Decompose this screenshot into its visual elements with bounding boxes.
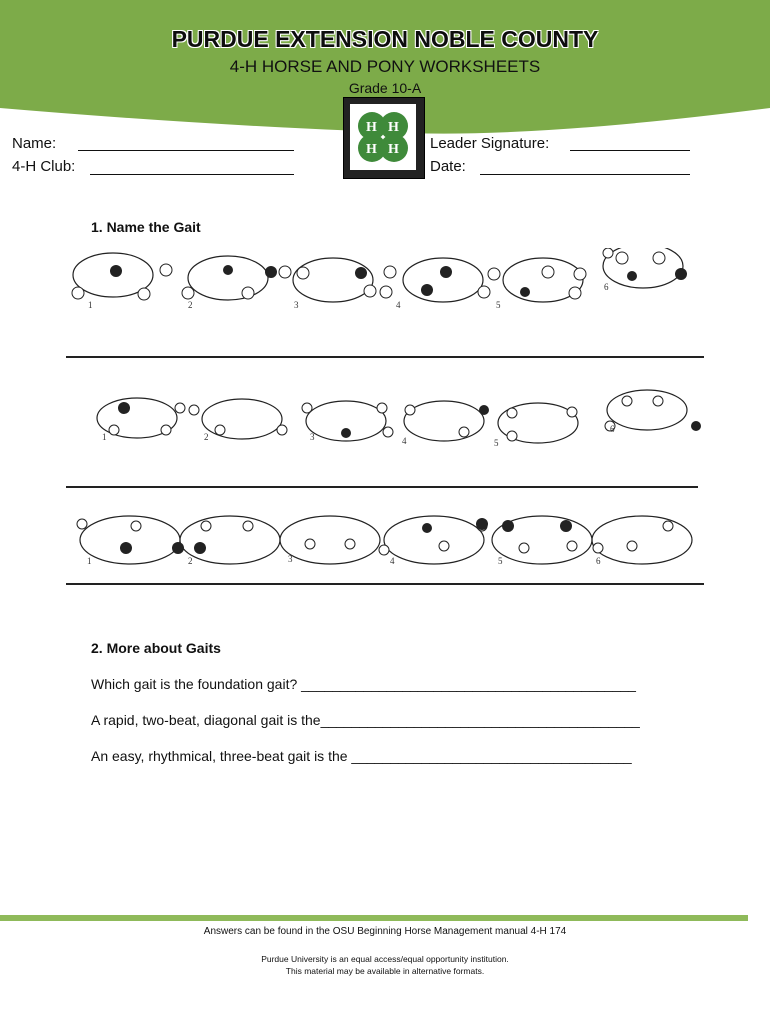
question-foundation-gait[interactable]: Which gait is the foundation gait? ___________________________________________ — [91, 676, 636, 692]
svg-text:2: 2 — [204, 432, 209, 442]
answer-line-row-1[interactable] — [66, 356, 704, 358]
grade-label: Grade 10-A — [348, 80, 422, 96]
club-label: 4-H Club: — [12, 158, 76, 175]
svg-text:H: H — [388, 142, 399, 157]
svg-text:4: 4 — [390, 556, 395, 566]
footer-band — [0, 915, 748, 921]
four-h-logo — [343, 97, 425, 179]
svg-text:H: H — [366, 120, 377, 135]
svg-text:6: 6 — [604, 282, 609, 292]
svg-text:5: 5 — [496, 300, 501, 310]
section-1-title: 1. Name the Gait — [91, 219, 201, 235]
svg-text:5: 5 — [498, 556, 503, 566]
gait-diagram-row-3 — [72, 508, 702, 578]
svg-text:1: 1 — [87, 556, 92, 566]
svg-text:4: 4 — [396, 300, 401, 310]
name-label: Name: — [12, 135, 57, 152]
leader-signature-label: Leader Signature: — [430, 135, 550, 152]
svg-text:4: 4 — [402, 436, 407, 446]
svg-text:H: H — [366, 142, 377, 157]
gait-diagram-row-2 — [92, 388, 704, 458]
date-label: Date: — [430, 158, 466, 175]
answer-line-row-2[interactable] — [66, 486, 698, 488]
answer-line-row-3[interactable] — [66, 583, 704, 585]
footer-answers-note: Answers can be found in the OSU Beginning Horse Management manual 4-H 174 — [203, 926, 567, 937]
footer-equal-opportunity: Purdue University is an equal access/equal opportunity institution. — [261, 954, 509, 964]
four-h-clover-icon — [350, 104, 416, 170]
svg-text:6: 6 — [610, 424, 615, 434]
svg-text:1: 1 — [102, 432, 107, 442]
date-field[interactable] — [480, 174, 690, 175]
svg-text:3: 3 — [310, 432, 315, 442]
svg-text:1: 1 — [88, 300, 93, 310]
footer-alternative-formats: This material may be available in alternative formats. — [285, 966, 485, 976]
svg-text:2: 2 — [188, 300, 193, 310]
club-field[interactable] — [90, 174, 294, 175]
question-three-beat-gait[interactable]: An easy, rhythmical, three-beat gait is the ____________________________________ — [91, 748, 632, 764]
page-title: PURDUE EXTENSION NOBLE COUNTY — [171, 26, 599, 52]
svg-text:3: 3 — [288, 554, 293, 564]
svg-text:5: 5 — [494, 438, 499, 448]
svg-text:2: 2 — [188, 556, 193, 566]
question-two-beat-gait[interactable]: A rapid, two-beat, diagonal gait is the_________________________________________ — [91, 712, 640, 728]
svg-text:H: H — [388, 120, 399, 135]
page-subtitle: 4-H HORSE AND PONY WORKSHEETS — [229, 57, 541, 76]
gait-diagram-row-1 — [68, 248, 708, 338]
name-field[interactable] — [78, 150, 294, 151]
svg-text:3: 3 — [294, 300, 299, 310]
svg-text:6: 6 — [596, 556, 601, 566]
section-2-title: 2. More about Gaits — [91, 640, 221, 656]
leader-signature-field[interactable] — [570, 150, 690, 151]
